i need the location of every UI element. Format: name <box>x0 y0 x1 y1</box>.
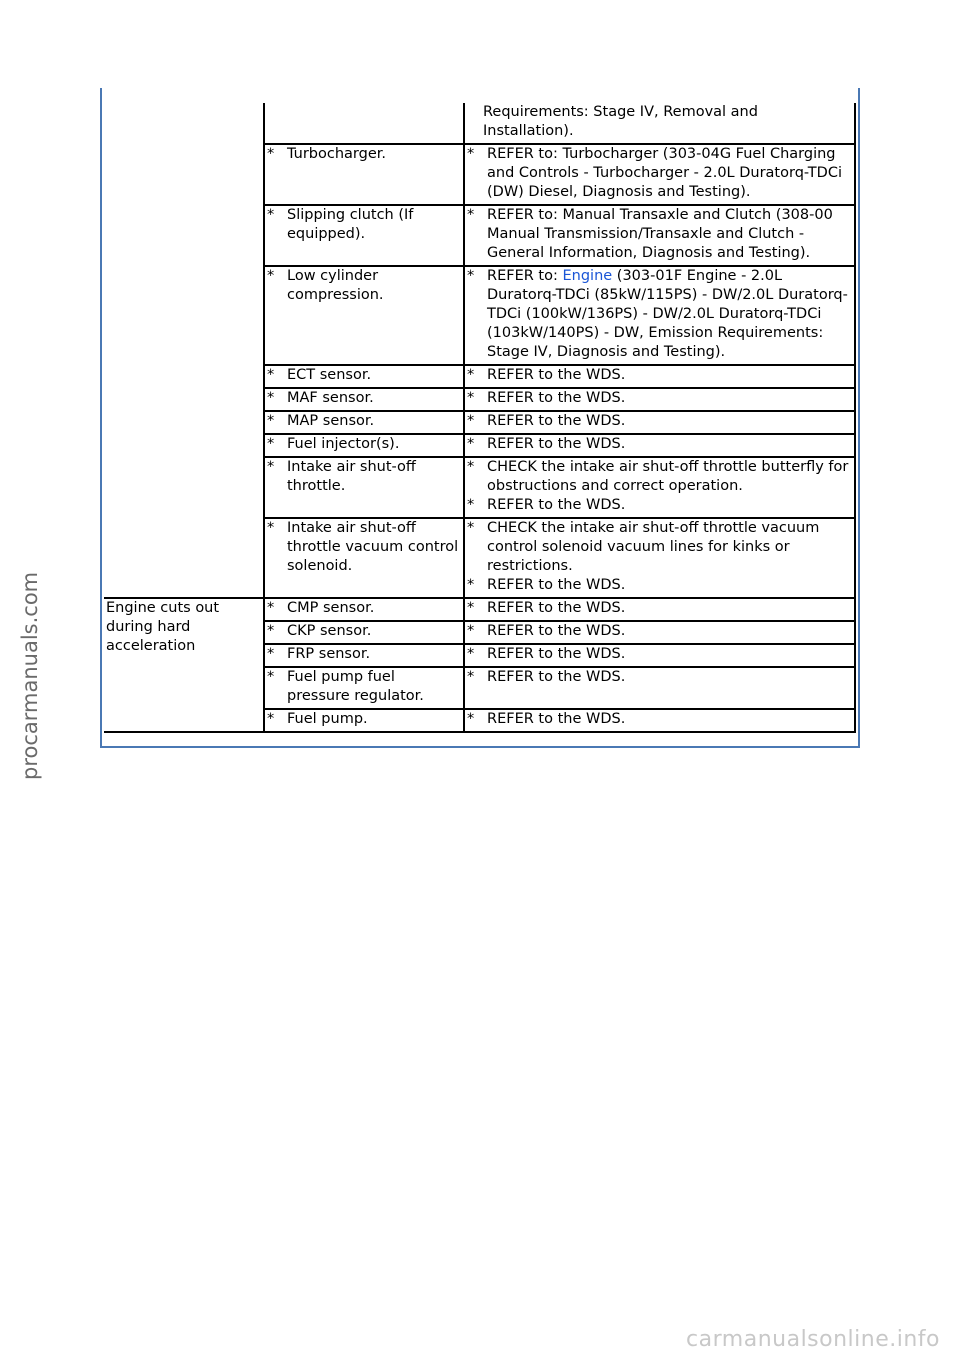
action-item <box>467 366 852 385</box>
engine-link[interactable]: Engine <box>562 268 613 284</box>
symptom-cell <box>104 598 264 732</box>
action-cell <box>464 144 855 205</box>
cause-cell <box>264 518 464 598</box>
table-row <box>104 103 855 144</box>
cause-item <box>267 267 461 305</box>
symptom-text: Engine cuts out during hard acceleration <box>106 600 220 654</box>
cause-item <box>267 412 461 431</box>
bullet-icon: * <box>267 600 275 616</box>
bullet-icon: * <box>267 669 275 685</box>
action-text: REFER to the WDS. <box>487 600 626 616</box>
cause-item <box>267 435 461 454</box>
cause-item <box>267 519 461 576</box>
cause-cell <box>264 709 464 732</box>
action-cell <box>464 103 855 144</box>
action-item <box>467 668 852 687</box>
action-cell <box>464 457 855 518</box>
cause-item <box>267 145 461 164</box>
action-item <box>467 576 852 595</box>
cause-text: Intake air shut-off throttle. <box>287 459 416 494</box>
action-text: CHECK the intake air shut-off throttle butterfly for obstructions and correct operation. <box>487 459 849 494</box>
bullet-icon: * <box>267 711 275 727</box>
cause-text: MAF sensor. <box>287 390 374 406</box>
action-item <box>467 458 852 496</box>
bullet-icon: * <box>267 520 275 536</box>
action-text <box>487 267 852 362</box>
action-text-pre: REFER to: <box>487 268 563 284</box>
action-cell <box>464 411 855 434</box>
action-item <box>467 496 852 515</box>
action-text: REFER to: Turbocharger (303-04G Fuel Charging and Controls - Turbocharger - 2.0L Duratorq-TDCi (DW) Diesel, Diagnosis and Testing). <box>487 146 842 200</box>
cause-cell <box>264 667 464 709</box>
action-item <box>467 599 852 618</box>
cause-item <box>267 599 461 618</box>
action-text: REFER to the WDS. <box>487 413 626 429</box>
bullet-icon: * <box>467 577 475 593</box>
bullet-icon: * <box>467 390 475 406</box>
action-text: REFER to the WDS. <box>487 711 626 727</box>
bullet-icon: * <box>467 436 475 452</box>
action-cell <box>464 266 855 365</box>
bullet-icon: * <box>467 207 475 223</box>
action-text: REFER to the WDS. <box>487 669 626 685</box>
action-cell <box>464 709 855 732</box>
bullet-icon: * <box>267 207 275 223</box>
bullet-icon: * <box>267 390 275 406</box>
bullet-icon: * <box>467 146 475 162</box>
cause-text: Fuel pump fuel pressure regulator. <box>287 669 424 704</box>
action-item <box>467 103 852 141</box>
action-text: Requirements: Stage IV, Removal and Installation). <box>483 104 758 139</box>
bullet-icon: * <box>467 600 475 616</box>
bullet-icon: * <box>267 623 275 639</box>
action-cell <box>464 388 855 411</box>
cause-item <box>267 645 461 664</box>
cause-text: ECT sensor. <box>287 367 372 383</box>
cause-item <box>267 668 461 706</box>
cause-cell <box>264 266 464 365</box>
cause-cell <box>264 103 464 144</box>
cause-text: CKP sensor. <box>287 623 372 639</box>
cause-item <box>267 458 461 496</box>
bullet-icon: * <box>267 268 275 284</box>
cause-cell <box>264 388 464 411</box>
action-cell <box>464 434 855 457</box>
action-cell <box>464 205 855 266</box>
bullet-icon: * <box>267 459 275 475</box>
action-cell <box>464 621 855 644</box>
cause-cell <box>264 411 464 434</box>
action-item <box>467 267 852 362</box>
cause-text: Fuel pump. <box>287 711 368 727</box>
cause-item <box>267 389 461 408</box>
bullet-icon: * <box>467 268 475 284</box>
action-cell <box>464 644 855 667</box>
bullet-icon: * <box>267 646 275 662</box>
action-cell <box>464 518 855 598</box>
action-text: REFER to the WDS. <box>487 497 626 513</box>
cause-cell <box>264 144 464 205</box>
bullet-icon: * <box>467 646 475 662</box>
bullet-icon: * <box>467 711 475 727</box>
cause-item <box>267 710 461 729</box>
action-item <box>467 622 852 641</box>
cause-cell <box>264 598 464 621</box>
cause-text: Turbocharger. <box>287 146 387 162</box>
cause-text: MAP sensor. <box>287 413 375 429</box>
action-text: REFER to the WDS. <box>487 367 626 383</box>
bullet-icon: * <box>467 367 475 383</box>
action-item <box>467 645 852 664</box>
bullet-icon: * <box>467 459 475 475</box>
action-cell <box>464 598 855 621</box>
bullet-icon: * <box>267 146 275 162</box>
action-item <box>467 412 852 431</box>
cause-text: Low cylinder compression. <box>287 268 384 303</box>
cause-cell <box>264 644 464 667</box>
cause-cell <box>264 205 464 266</box>
cause-text: Fuel injector(s). <box>287 436 400 452</box>
bullet-icon: * <box>467 669 475 685</box>
action-item <box>467 206 852 263</box>
action-text-post: (303-01F Engine - 2.0L Duratorq-TDCi (85kW/115PS) - DW/2.0L Duratorq-TDCi (100kW/136PS) - DW/2.0L Duratorq-TDCi (103kW/140PS) - DW, Emission Requirements: Stage IV, Diagnosis and Testing). <box>487 268 848 360</box>
cause-cell <box>264 434 464 457</box>
cause-cell <box>264 457 464 518</box>
cause-text: Slipping clutch (If equipped). <box>287 207 414 242</box>
action-text: REFER to: Manual Transaxle and Clutch (308-00 Manual Transmission/Transaxle and Clutch - General Information, Diagnosis and Testing). <box>487 207 833 261</box>
action-text: REFER to the WDS. <box>487 577 626 593</box>
bullet-icon: * <box>267 367 275 383</box>
action-text: REFER to the WDS. <box>487 646 626 662</box>
cause-item <box>267 622 461 641</box>
action-item <box>467 519 852 576</box>
action-text: REFER to the WDS. <box>487 436 626 452</box>
cause-cell <box>264 365 464 388</box>
bullet-icon: * <box>467 413 475 429</box>
cause-item <box>267 366 461 385</box>
cause-text: FRP sensor. <box>287 646 371 662</box>
action-item <box>467 145 852 202</box>
bullet-icon: * <box>267 413 275 429</box>
side-watermark: procarmanuals.com <box>18 571 42 780</box>
action-item <box>467 710 852 729</box>
action-cell <box>464 667 855 709</box>
action-text: REFER to the WDS. <box>487 623 626 639</box>
bullet-icon: * <box>467 520 475 536</box>
footer-watermark: carmanualsonline.info <box>686 1327 940 1352</box>
bullet-icon: * <box>467 623 475 639</box>
bullet-icon: * <box>267 436 275 452</box>
cause-cell <box>264 621 464 644</box>
bullet-icon: * <box>467 497 475 513</box>
cause-text: Intake air shut-off throttle vacuum control solenoid. <box>287 520 459 574</box>
cause-text: CMP sensor. <box>287 600 375 616</box>
cause-item <box>267 206 461 244</box>
action-text: CHECK the intake air shut-off throttle vacuum control solenoid vacuum lines for kinks or restrictions. <box>487 520 820 574</box>
action-text: REFER to the WDS. <box>487 390 626 406</box>
diagnosis-table <box>104 103 856 733</box>
action-item <box>467 389 852 408</box>
table-row <box>104 598 855 621</box>
action-cell <box>464 365 855 388</box>
action-item <box>467 435 852 454</box>
symptom-cell <box>104 103 264 598</box>
